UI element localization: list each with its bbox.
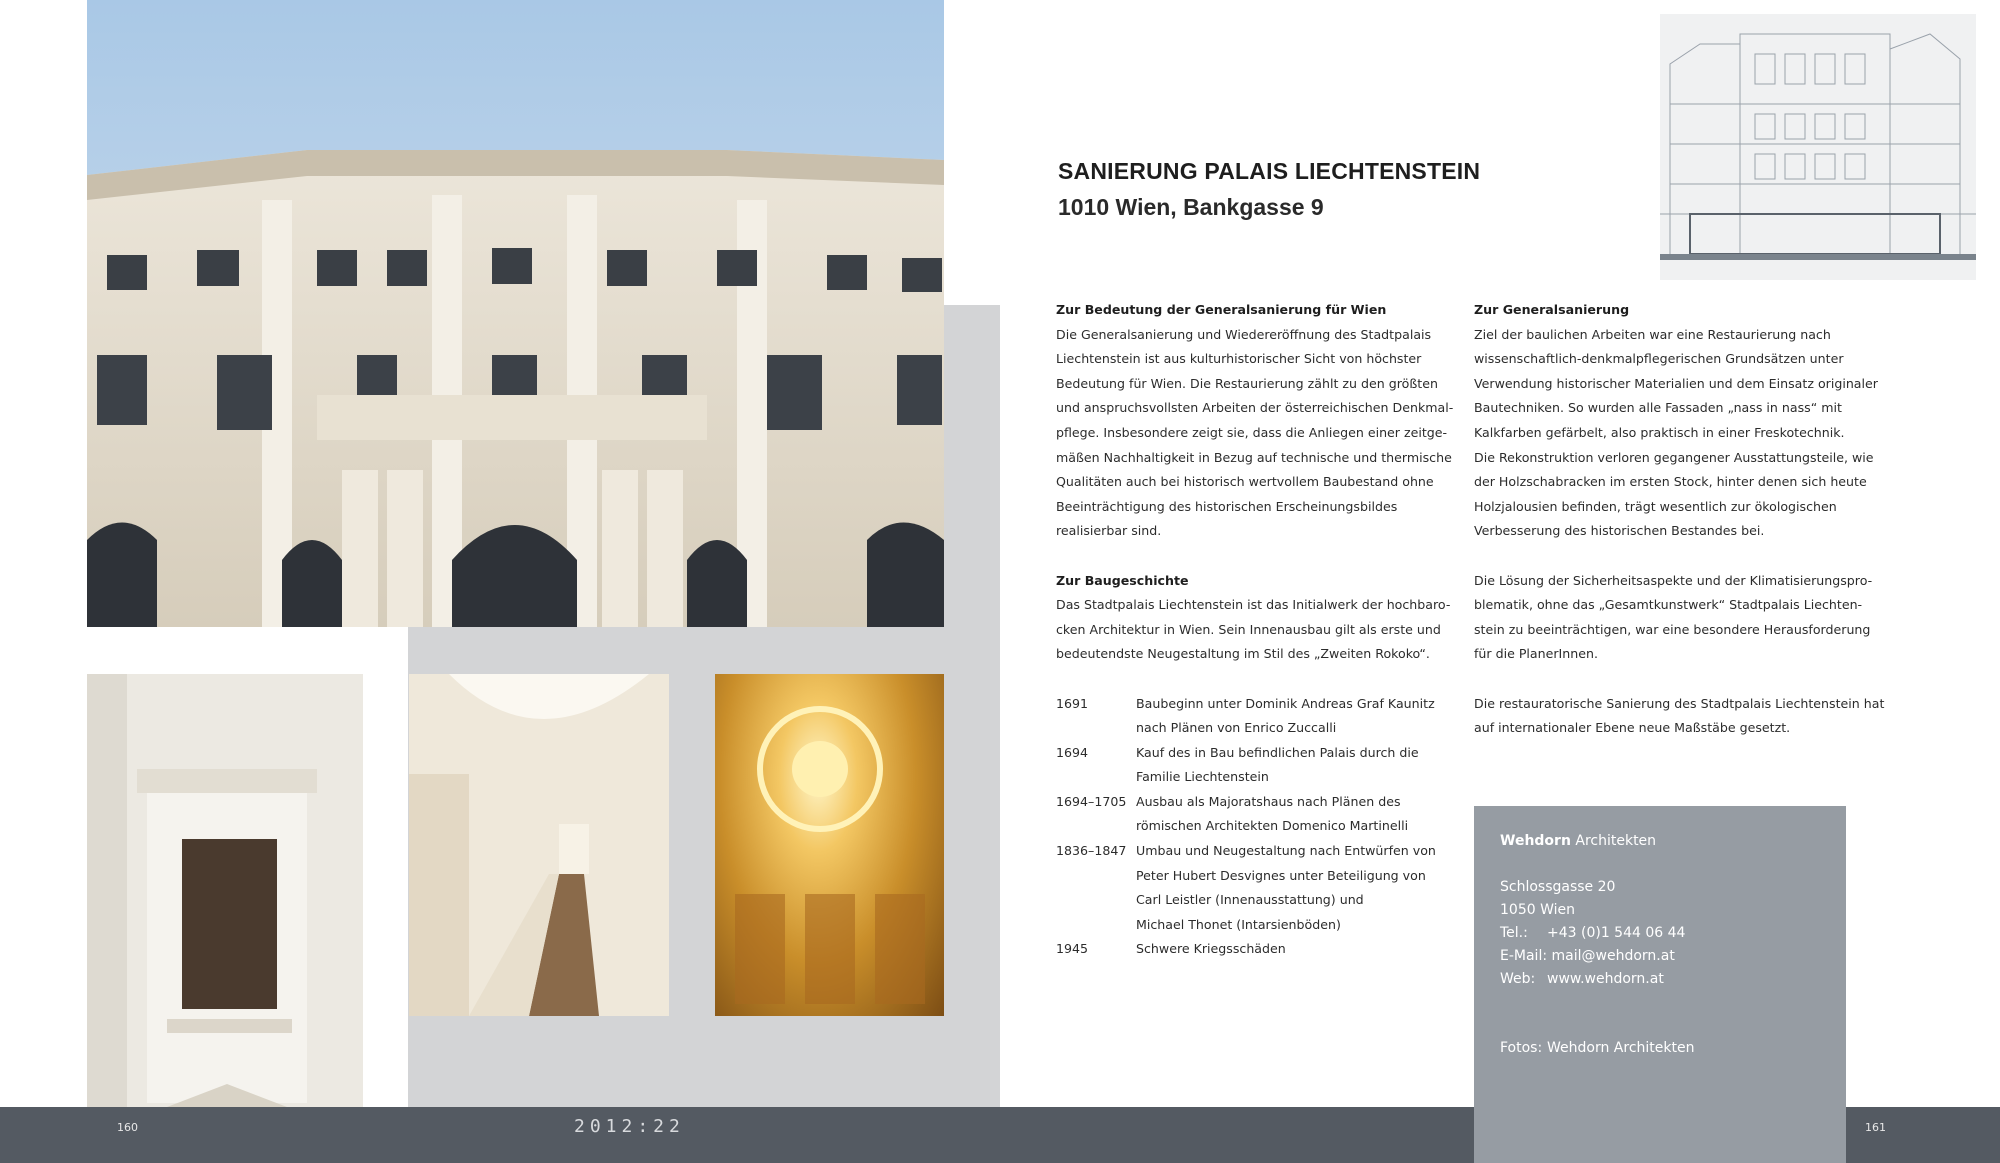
firm-name-rest: Architekten — [1570, 833, 1657, 849]
body-line: Ziel der baulichen Arbeiten war eine Restaurierung nach — [1474, 326, 1831, 342]
body-line: Die Lösung der Sicherheitsaspekte und der Klimatisierungspro- — [1474, 572, 1873, 588]
timeline-line: Peter Hubert Desvignes unter Beteiligung von — [1136, 867, 1426, 883]
body-line: Verwendung historischer Materialien und dem Einsatz originaler — [1474, 375, 1878, 391]
timeline-line: Carl Leistler (Innenausstattung) und — [1136, 892, 1364, 908]
street-address: Schlossgasse 20 — [1500, 879, 1616, 895]
section-heading-history: Zur Baugeschichte — [1056, 572, 1189, 588]
body-line: der Holzschabracken im ersten Stock, hinter denen sich heute — [1474, 474, 1867, 490]
timeline-line: Kauf des in Bau befindlichen Palais durch die — [1136, 744, 1419, 760]
body-line: cken Architektur in Wien. Sein Innenausbau gilt als erste und — [1056, 621, 1441, 637]
web-label: Web: — [1500, 971, 1536, 987]
timeline-line: Schwere Kriegsschäden — [1136, 941, 1286, 957]
architect-contact-box — [1474, 806, 1846, 1163]
timeline-year: 1945 — [1056, 941, 1089, 957]
body-line: auf internationaler Ebene neue Maßstäbe gesetzt. — [1474, 720, 1791, 736]
photo-credit-value: Wehdorn Architekten — [1547, 1040, 1695, 1056]
body-line: Verbesserung des historischen Bestandes bei. — [1474, 523, 1765, 539]
timeline-event — [1136, 937, 1436, 962]
timeline-event — [1136, 790, 1436, 839]
body-line: Bedeutung für Wien. Die Restaurierung zählt zu den größten — [1056, 375, 1438, 391]
body-line: mäßen Nachhaltigkeit in Bezug auf technische und thermische — [1056, 449, 1452, 465]
body-line: Qualitäten auch bei historisch wertvollem Baubestand ohne — [1056, 474, 1434, 490]
email-link[interactable]: mail@wehdorn.at — [1551, 948, 1675, 964]
timeline-year: 1694–1705 — [1056, 793, 1127, 809]
timeline-year: 1836–1847 — [1056, 843, 1127, 859]
timeline-line: nach Plänen von Enrico Zuccalli — [1136, 720, 1337, 736]
body-line: Die Generalsanierung und Wiedereröffnung des Stadtpalais — [1056, 326, 1432, 342]
timeline-event — [1136, 741, 1436, 790]
window-detail-photo — [87, 674, 363, 1107]
timeline-line: Familie Liechtenstein — [1136, 769, 1269, 785]
history-timeline — [1056, 692, 1436, 963]
section-heading-renovation: Zur Generalsanierung — [1474, 302, 1630, 317]
facade-photo — [87, 0, 944, 627]
timeline-line: römischen Architekten Domenico Martinelli — [1136, 818, 1409, 834]
body-line: Bautechniken. So wurden alle Fassaden „nass in nass“ mit — [1474, 400, 1842, 416]
body-line: Das Stadtpalais Liechtenstein ist das Initialwerk der hochbaro- — [1056, 597, 1451, 613]
timeline-line: Umbau und Neugestaltung nach Entwürfen von — [1136, 843, 1436, 859]
timeline-line: Michael Thonet (Intarsienböden) — [1136, 916, 1341, 932]
body-line: Beeinträchtigung des historischen Erscheinungsbildes — [1056, 498, 1398, 514]
city-address: 1050 Wien — [1500, 902, 1575, 918]
body-line: und anspruchsvollsten Arbeiten der österreichischen Denkmal- — [1056, 400, 1454, 416]
body-line: für die PlanerInnen. — [1474, 646, 1598, 662]
body-line: blematik, ohne das „Gesamtkunstwerk“ Stadtpalais Liechten- — [1474, 597, 1863, 613]
timeline-year: 1691 — [1056, 695, 1089, 711]
timeline-event — [1136, 692, 1436, 741]
body-line: stein zu beeinträchtigen, war eine besondere Herausforderung — [1474, 621, 1871, 637]
timeline-line: Baubeginn unter Dominik Andreas Graf Kaunitz — [1136, 695, 1435, 711]
body-line: Holzjalousien befinden, trägt wesentlich zur ökologischen — [1474, 498, 1837, 514]
photo-credit-row — [1500, 1037, 1820, 1060]
page-number-left: 160 — [117, 1121, 138, 1134]
web-row — [1500, 968, 1820, 991]
body-line: Die Rekonstruktion verloren gegangener Ausstattungsteile, wie — [1474, 449, 1874, 465]
body-line: pflege. Insbesondere zeigt sie, dass die Anliegen einer zeitge- — [1056, 424, 1448, 440]
firm-name-bold: Wehdorn — [1500, 833, 1571, 849]
phone-value: +43 (0)1 544 06 44 — [1547, 925, 1686, 941]
phone-row — [1500, 922, 1820, 945]
text-column-right — [1474, 298, 1885, 741]
web-link[interactable]: www.wehdorn.at — [1547, 971, 1664, 987]
email-row — [1500, 945, 1820, 968]
body-line: Die restauratorische Sanierung des Stadtpalais Liechtenstein hat — [1474, 695, 1885, 711]
text-column-left — [1056, 298, 1454, 962]
body-line: bedeutendste Neugestaltung im Stil des „Zweiten Rokoko“. — [1056, 646, 1430, 662]
phone-label: Tel.: — [1500, 925, 1528, 941]
body-line: realisierbar sind. — [1056, 523, 1162, 539]
firm-name — [1500, 830, 1820, 853]
address-subtitle: 1010 Wien, Bankgasse 9 — [1058, 194, 1324, 220]
body-line: wissenschaftlich-denkmalpflegerischen Grundsätzen unter — [1474, 351, 1844, 367]
email-label: E-Mail: — [1500, 948, 1548, 964]
staircase-photo — [409, 674, 669, 1016]
timeline-line: Ausbau als Majoratshaus nach Plänen des — [1136, 793, 1401, 809]
page-number-right: 161 — [1865, 1121, 1886, 1134]
body-line: Kalkfarben gefärbelt, also praktisch in einer Freskotechnik. — [1474, 424, 1845, 440]
issue-number: 2012:22 — [574, 1116, 685, 1137]
section-heading-significance: Zur Bedeutung der Generalsanierung für Wien — [1056, 302, 1387, 317]
page-title: SANIERUNG PALAIS LIECHTENSTEIN — [1058, 158, 1481, 184]
photo-credit-label: Fotos: — [1500, 1040, 1543, 1056]
timeline-year: 1694 — [1056, 744, 1089, 760]
ceiling-photo — [715, 674, 944, 1016]
body-line: Liechtenstein ist aus kulturhistorischer Sicht von höchster — [1056, 351, 1422, 367]
timeline-event — [1136, 839, 1436, 937]
building-section-drawing — [1660, 14, 1976, 280]
